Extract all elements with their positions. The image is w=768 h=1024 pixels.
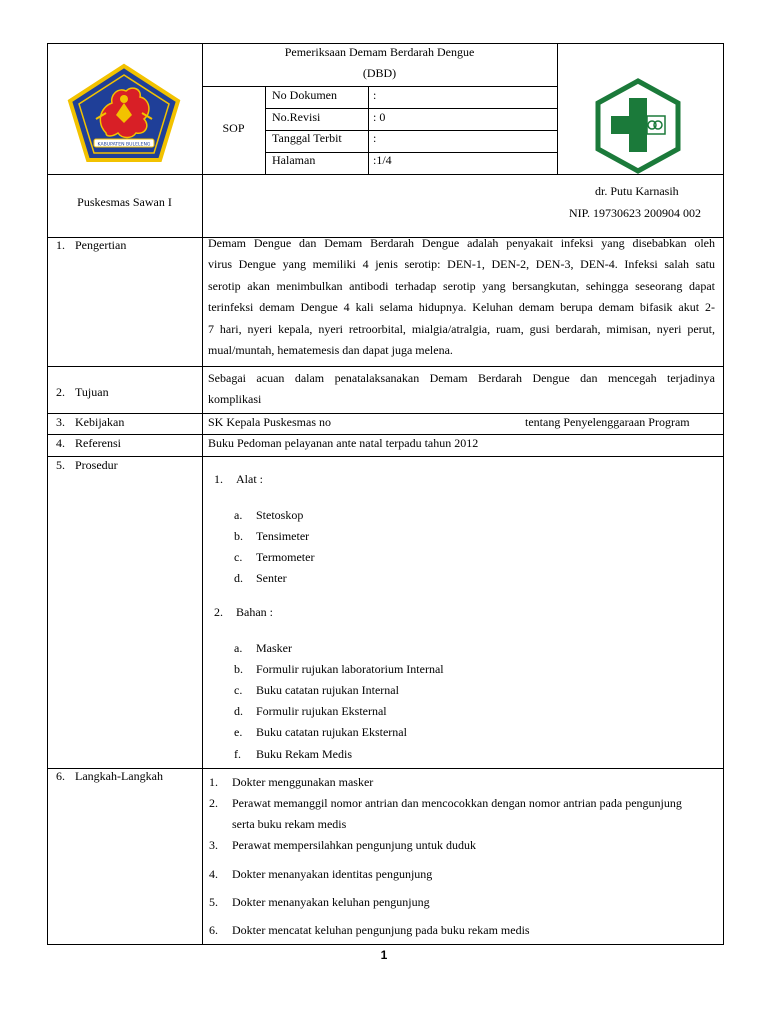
step-text: Perawat memanggil nomor antrian dan mencocokkan dengan nomor antrian pada pengunjung (232, 796, 682, 810)
step-number: 3. (209, 838, 218, 852)
kebijakan-text-right: tentang Penyelenggaraan Program (525, 415, 690, 429)
list-item-formulir-eksternal: Formulir rujukan Eksternal (256, 704, 387, 718)
step-number: 6. (209, 923, 218, 937)
list-item-masker: Masker (256, 641, 292, 655)
list-item-formulir-lab-internal: Formulir rujukan laboratorium Internal (256, 662, 444, 676)
field-value-tanggal-terbit: : (373, 131, 377, 145)
list-letter: c. (234, 683, 243, 697)
alat-title: Alat : (236, 472, 263, 486)
text-line: mual/muntah, hematemesis dan dapat juga melena. (208, 343, 453, 358)
signer-name: dr. Putu Karnasih (595, 184, 679, 198)
section-number: 4. (56, 436, 65, 450)
section-label-kebijakan: Kebijakan (75, 415, 125, 429)
buleleng-logo-emblem (66, 63, 182, 163)
text-line: 7 hari, nyeri kepala, nyeri retroorbital, mialgia/atralgia, ruam, gusi berdarah, mimisan, nyeri perut, (208, 321, 715, 336)
list-item-buku-internal: Buku catatan rujukan Internal (256, 683, 399, 697)
bahan-number: 2. (214, 605, 223, 619)
referensi-text: Buku Pedoman pelayanan ante natal terpadu tahun 2012 (208, 436, 479, 450)
text-line: Sebagai acuan dalam penatalaksanakan Demam Berdarah Dengue dan mencegah terjadinya (208, 371, 715, 385)
field-label-halaman: Halaman (272, 153, 316, 167)
signer-nip: NIP. 19730623 200904 002 (569, 206, 702, 220)
kebijakan-text-left: SK Kepala Puskesmas no (208, 415, 331, 429)
header-divider (265, 108, 557, 109)
page-number: 1 (380, 948, 388, 962)
list-letter: d. (234, 704, 243, 718)
section-number: 2. (56, 385, 65, 399)
puskesmas-logo (588, 78, 688, 176)
row-divider (47, 366, 724, 367)
step-number: 5. (209, 895, 218, 909)
field-label-tanggal-terbit: Tanggal Terbit (272, 131, 342, 145)
section-number: 6. (56, 769, 65, 783)
pengertian-text (208, 233, 715, 361)
text-line: komplikasi (208, 392, 262, 407)
step-text: Perawat mempersilahkan pengunjung untuk duduk (232, 838, 476, 852)
list-item-senter: Senter (256, 571, 287, 585)
step-text: Dokter menanyakan identitas pengunjung (232, 867, 433, 881)
section-label-tujuan: Tujuan (75, 385, 109, 399)
header-divider (202, 86, 557, 87)
field-value-halaman: :1/4 (373, 153, 392, 167)
header-divider (557, 43, 558, 174)
text-line: Demam Dengue dan Demam Berdarah Dengue adalah penyakait infeksi yang disebabkan oleh (208, 236, 715, 250)
list-item-buku-eksternal: Buku catatan rujukan Eksternal (256, 725, 407, 739)
document-title: Pemeriksaan Demam Berdarah Dengue (284, 45, 475, 59)
step-text: Dokter menanyakan keluhan pengunjung (232, 895, 430, 909)
buleleng-logo (66, 63, 182, 163)
field-value-no-dokumen: : (373, 88, 377, 102)
text-line: virus Dengue yang memiliki 4 jenis serotip: DEN-1, DEN-2, DEN-3, DEN-4. Infeksi salah satu (208, 257, 715, 272)
field-label-no-dokumen: No Dokumen (272, 88, 337, 102)
row-divider (47, 434, 724, 435)
row-divider (47, 456, 724, 457)
list-letter: b. (234, 662, 243, 676)
list-letter: c. (234, 550, 243, 564)
list-letter: e. (234, 725, 243, 739)
buleleng-logo-text: KABUPATEN BULELENG (97, 142, 151, 148)
row-divider (47, 413, 724, 414)
text-line: terinfeksi demam Dengue 4 kali selama hidupnya. Keluhan demam berupa demam bifasik akut 2- (208, 300, 715, 315)
list-item-tensimeter: Tensimeter (256, 529, 310, 543)
alat-number: 1. (214, 472, 223, 486)
step-text-continued: serta buku rekam medis (232, 817, 347, 831)
list-letter: a. (234, 641, 243, 655)
puskesmas-logo-icon (588, 78, 688, 176)
list-letter: a. (234, 508, 243, 522)
section-number: 1. (56, 238, 65, 252)
section-label-langkah: Langkah-Langkah (75, 769, 163, 783)
step-number: 2. (209, 796, 218, 810)
org-name: Puskesmas Sawan I (77, 195, 172, 209)
step-number: 4. (209, 867, 218, 881)
section-number: 5. (56, 458, 65, 472)
document-title-abbrev: (DBD) (362, 66, 397, 80)
section-number: 3. (56, 415, 65, 429)
list-letter: d. (234, 571, 243, 585)
step-text: Dokter menggunakan masker (232, 775, 374, 789)
list-letter: b. (234, 529, 243, 543)
list-letter: f. (234, 747, 241, 761)
field-label-no-revisi: No.Revisi (272, 110, 321, 124)
section-label-referensi: Referensi (75, 436, 121, 450)
bahan-title: Bahan : (236, 605, 273, 619)
list-item-stetoskop: Stetoskop (256, 508, 304, 522)
field-value-no-revisi: : 0 (373, 110, 386, 124)
step-number: 1. (209, 775, 218, 789)
list-item-buku-rekam-medis: Buku Rekam Medis (256, 747, 352, 761)
tujuan-text (208, 368, 715, 411)
label-column-divider (202, 237, 203, 945)
step-text: Dokter mencatat keluhan pengunjung pada buku rekam medis (232, 923, 530, 937)
text-line: serotip akan menimbulkan antibodi terhadap serotip yang bersangkutan, sehingga seseorang dapat (208, 278, 715, 293)
section-label-prosedur: Prosedur (75, 458, 118, 472)
sop-label: SOP (222, 121, 245, 135)
section-label-pengertian: Pengertian (75, 238, 127, 252)
list-item-termometer: Termometer (256, 550, 315, 564)
